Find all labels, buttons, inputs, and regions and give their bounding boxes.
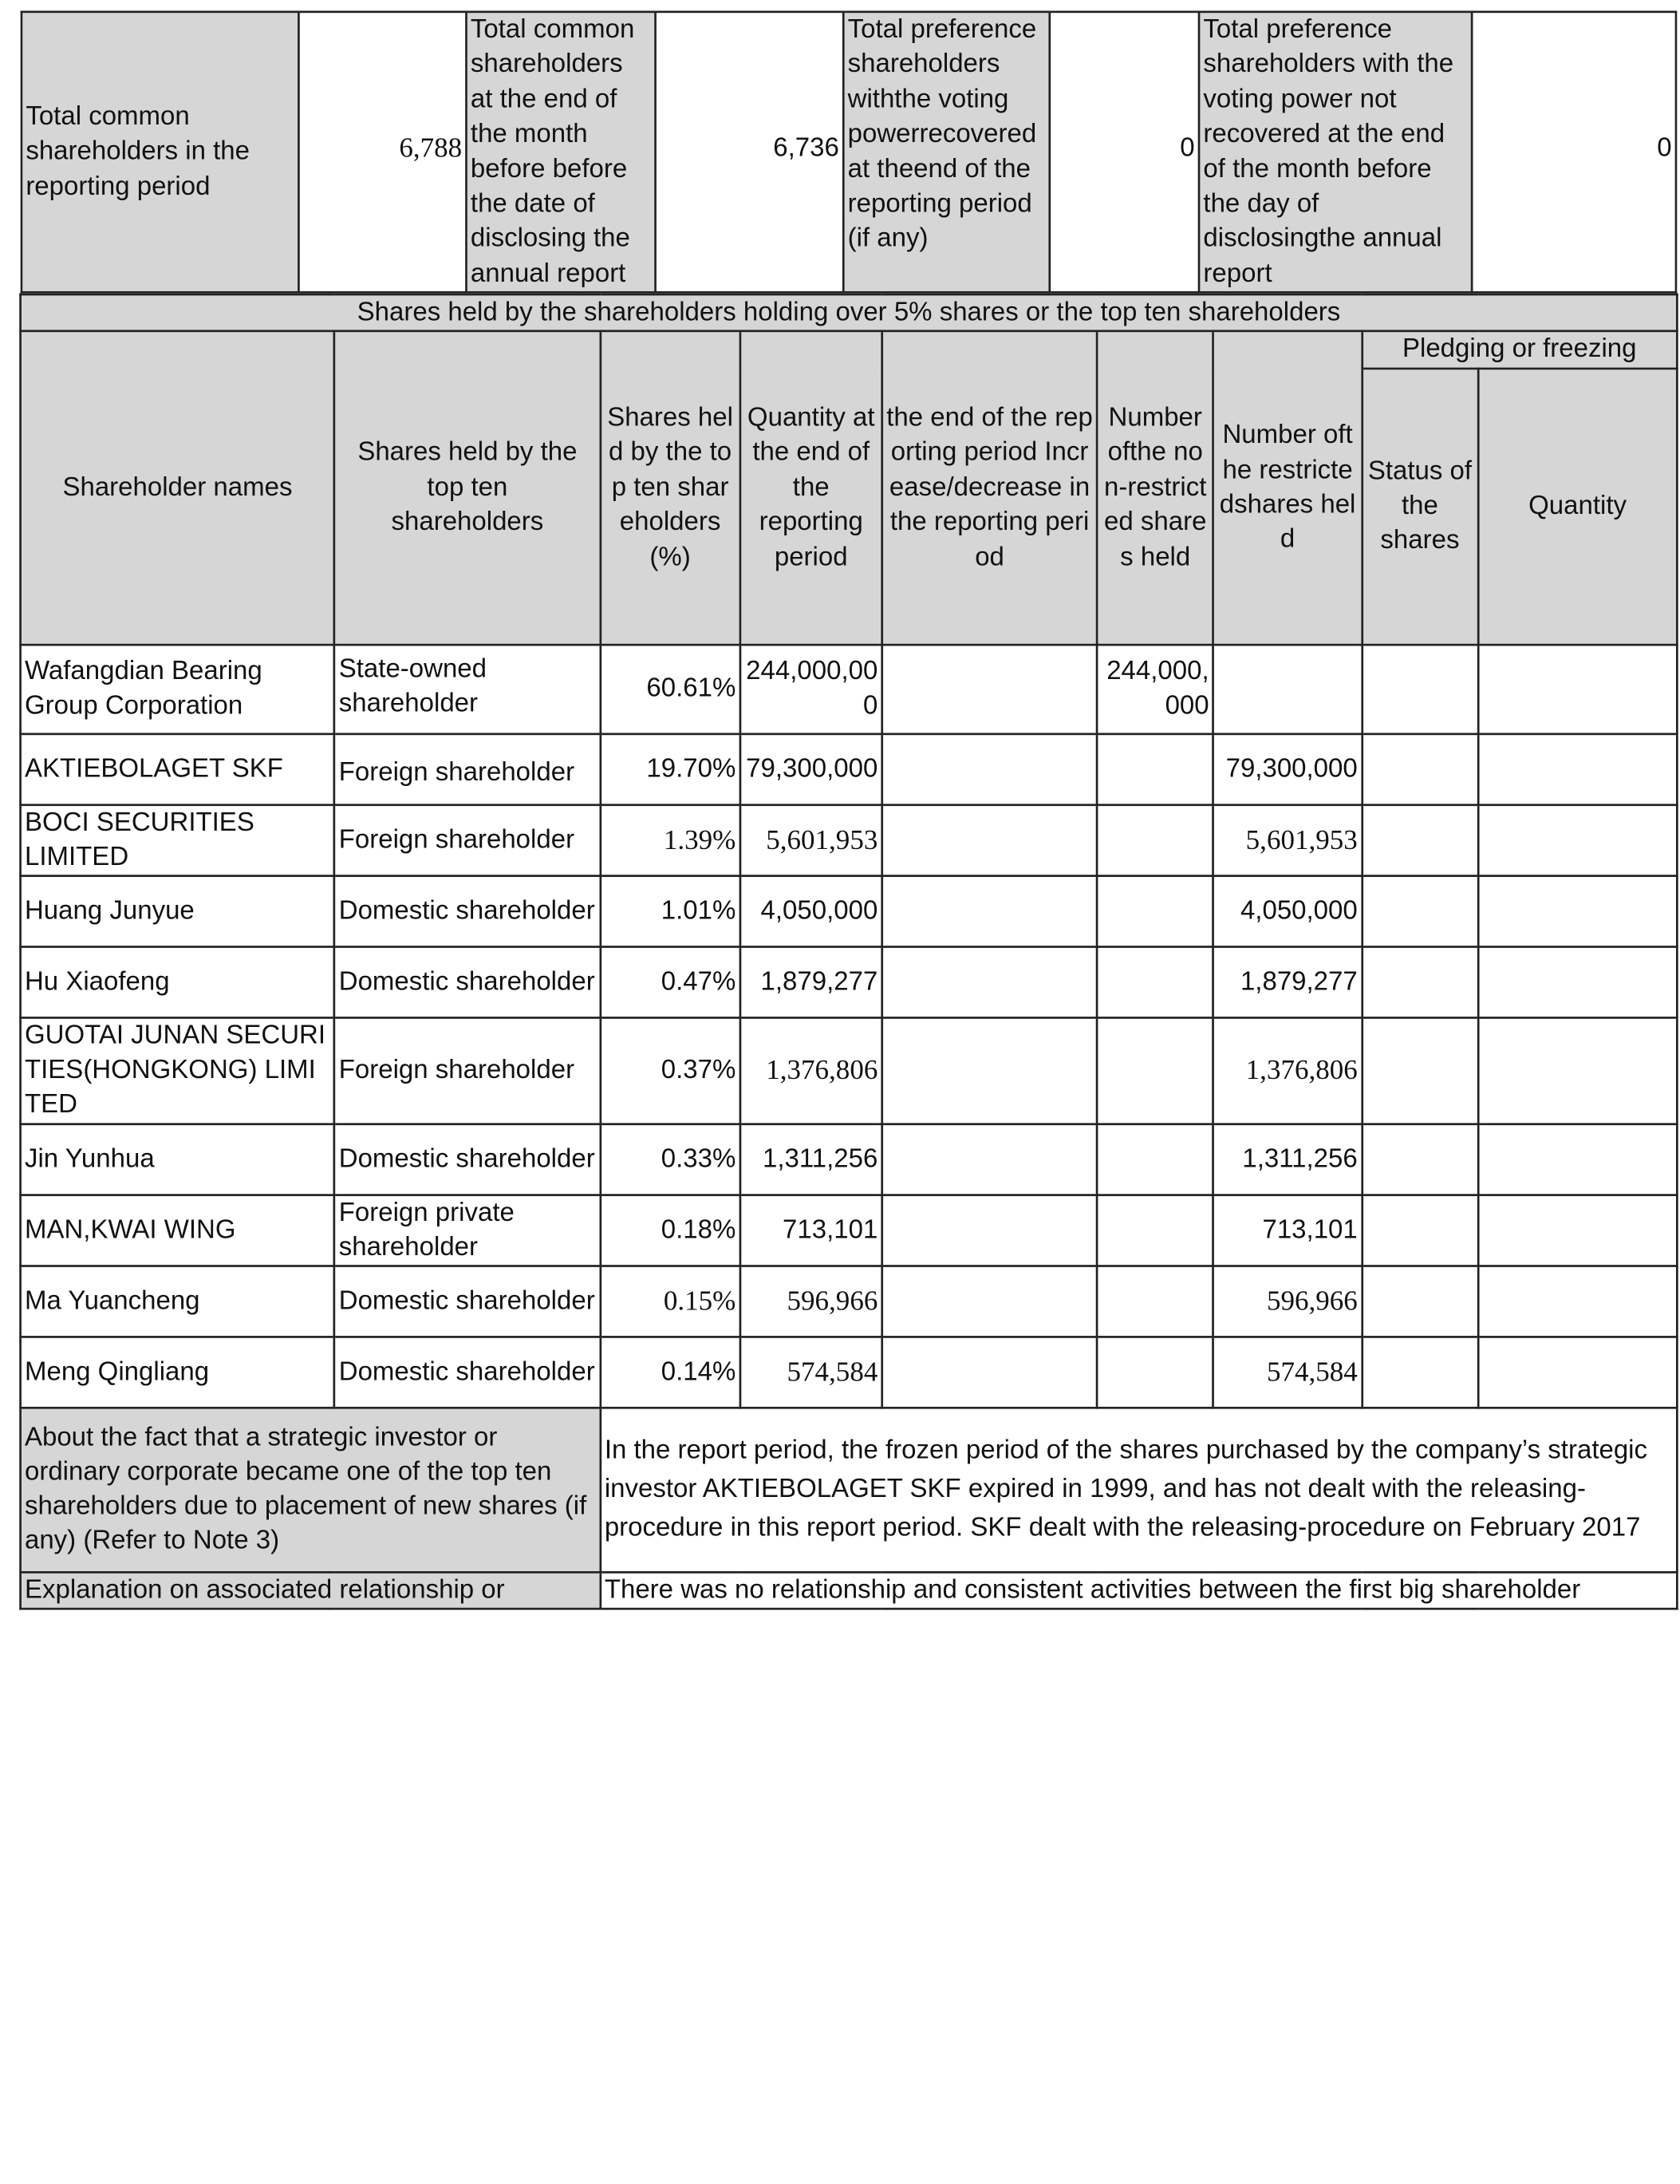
row-change [882,645,1098,734]
col-header-change: the end of the reporting period Increase/decrease in the reporting period [882,331,1098,644]
row-nonres [1097,1337,1213,1408]
row-pct: 1.01% [600,875,739,946]
row-quantity [1478,1337,1678,1408]
row-change [882,875,1098,946]
row-nature: Foreign private shareholder [334,1195,600,1266]
row-change [882,1337,1098,1408]
table-row [21,946,1678,1017]
row-name: Huang Junyue [21,875,335,946]
table-row [21,1017,1678,1124]
row-name: AKTIEBOLAGET SKF [21,733,335,804]
row-pct: 0.37% [600,1017,739,1124]
row-status [1362,804,1478,875]
row-quantity [1478,804,1678,875]
col-header-status: Status of the shares [1362,368,1478,644]
row-nature: Foreign shareholder [334,733,600,804]
row-status [1362,1124,1478,1195]
row-nature: Domestic shareholder [334,1337,600,1408]
row-status [1362,946,1478,1017]
row-res: 1,879,277 [1213,946,1362,1017]
shareholder-table [19,10,1678,1609]
row-nonres [1097,1017,1213,1124]
row-res: 4,050,000 [1213,875,1362,946]
pref-recovered-value: 0 [1050,12,1199,293]
row-qty: 574,584 [740,1337,882,1408]
row-pct: 60.61% [600,645,739,734]
row-res: 596,966 [1213,1266,1362,1337]
row-res [1213,645,1362,734]
row-name: MAN,KWAI WING [21,1195,335,1266]
row-name: Meng Qingliang [21,1337,335,1408]
col-header-nature: Shares held by the top ten shareholders [334,331,600,644]
row-res: 574,584 [1213,1337,1362,1408]
row-qty: 1,879,277 [740,946,882,1017]
strategic-note-label: About the fact that a strategic investor or ordinary corporate became one of the top ten shareholders due to placement of new shares (if any) (Refer to Note 3) [21,1408,601,1572]
table-row [21,645,1678,734]
row-pct: 0.15% [600,1266,739,1337]
row-res: 1,311,256 [1213,1124,1362,1195]
row-status [1362,1195,1478,1266]
row-quantity [1478,645,1678,734]
total-common-month-value: 6,736 [656,12,844,293]
row-nature: Foreign shareholder [334,804,600,875]
row-change [882,946,1098,1017]
row-pct: 19.70% [600,733,739,804]
row-nature: Domestic shareholder [334,946,600,1017]
strategic-note-text: In the report period, the frozen period of the shares purchased by the company’s strategic investor AKTIEBOLAGET SKF expired in 1999, and has not dealt with the releasing-procedure in this report period. SKF dealt with the releasing-procedure on February 2017 [600,1408,1677,1572]
row-nonres [1097,1195,1213,1266]
row-name: GUOTAI JUNAN SECURITIES(HONGKONG) LIMITED [21,1017,335,1124]
row-res: 1,376,806 [1213,1017,1362,1124]
row-nonres [1097,733,1213,804]
row-nature: State-owned shareholder [334,645,600,734]
row-change [882,1266,1098,1337]
row-status [1362,645,1478,734]
col-header-non-restricted: Number ofthe non-restricted shares held [1097,331,1213,644]
row-name: Hu Xiaofeng [21,946,335,1017]
row-nonres [1097,1266,1213,1337]
summary-table [21,10,1678,294]
row-change [882,1017,1098,1124]
row-nature: Foreign shareholder [334,1017,600,1124]
row-status [1362,1017,1478,1124]
relationship-note-label: Explanation on associated relationship or [21,1572,601,1609]
col-header-pct: Shares held by the top ten shareholders (%) [600,331,739,644]
row-status [1362,1337,1478,1408]
row-qty: 5,601,953 [740,804,882,875]
row-pct: 1.39% [600,804,739,875]
col-header-pledge-group: Pledging or freezing [1362,331,1677,368]
pref-not-recovered-label: Total preference shareholders with the voting power not recovered at the end of the month before the day of disclosingthe annual report [1199,12,1472,293]
row-status [1362,875,1478,946]
row-nonres [1097,875,1213,946]
row-change [882,804,1098,875]
row-status [1362,733,1478,804]
pref-not-recovered-value: 0 [1472,12,1676,293]
col-header-qty: Quantity at the end of the reporting period [740,331,882,644]
col-header-names: Shareholder names [21,331,335,644]
row-res: 79,300,000 [1213,733,1362,804]
row-nonres [1097,1124,1213,1195]
row-nature: Domestic shareholder [334,1266,600,1337]
row-name: Jin Yunhua [21,1124,335,1195]
row-nonres [1097,946,1213,1017]
col-header-quantity: Quantity [1478,368,1678,644]
row-quantity [1478,875,1678,946]
relationship-note-text: There was no relationship and consistent activities between the first big shareholder [600,1572,1677,1609]
relationship-note-row [21,1572,1678,1609]
row-name: Wafangdian Bearing Group Corporation [21,645,335,734]
row-nature: Domestic shareholder [334,875,600,946]
table-row [21,1266,1678,1337]
row-pct: 0.33% [600,1124,739,1195]
row-pct: 0.18% [600,1195,739,1266]
row-pct: 0.47% [600,946,739,1017]
strategic-note-row [21,1408,1678,1572]
row-change [882,733,1098,804]
row-qty: 79,300,000 [740,733,882,804]
total-common-value: 6,788 [298,12,466,293]
table-row [21,733,1678,804]
total-common-month-label: Total common shareholders at the end of the month before before the date of disclosing the annual report [467,12,656,293]
row-res: 713,101 [1213,1195,1362,1266]
table-row [21,875,1678,946]
row-nonres: 244,000,000 [1097,645,1213,734]
row-res: 5,601,953 [1213,804,1362,875]
row-quantity [1478,946,1678,1017]
row-status [1362,1266,1478,1337]
table-row [21,804,1678,875]
row-change [882,1195,1098,1266]
row-quantity [1478,1195,1678,1266]
table-row [21,1337,1678,1408]
section-title: Shares held by the shareholders holding over 5% shares or the top ten shareholders [21,294,1678,331]
row-qty: 4,050,000 [740,875,882,946]
row-qty: 713,101 [740,1195,882,1266]
summary-row [21,10,1678,294]
row-quantity [1478,1266,1678,1337]
row-nature: Domestic shareholder [334,1124,600,1195]
row-qty: 244,000,000 [740,645,882,734]
row-qty: 1,376,806 [740,1017,882,1124]
row-name: BOCI SECURITIES LIMITED [21,804,335,875]
row-qty: 1,311,256 [740,1124,882,1195]
row-quantity [1478,1124,1678,1195]
total-common-label: Total common shareholders in the reporting period [22,12,298,293]
table-row [21,1195,1678,1266]
row-pct: 0.14% [600,1337,739,1408]
row-name: Ma Yuancheng [21,1266,335,1337]
row-nonres [1097,804,1213,875]
table-row [21,1124,1678,1195]
row-quantity [1478,1017,1678,1124]
row-quantity [1478,733,1678,804]
col-header-restricted: Number ofthe restrictedshares held [1213,331,1362,644]
row-change [882,1124,1098,1195]
row-qty: 596,966 [740,1266,882,1337]
pref-recovered-label: Total preference shareholders withthe voting powerrecovered at theend of the reporting period (if any) [843,12,1050,293]
